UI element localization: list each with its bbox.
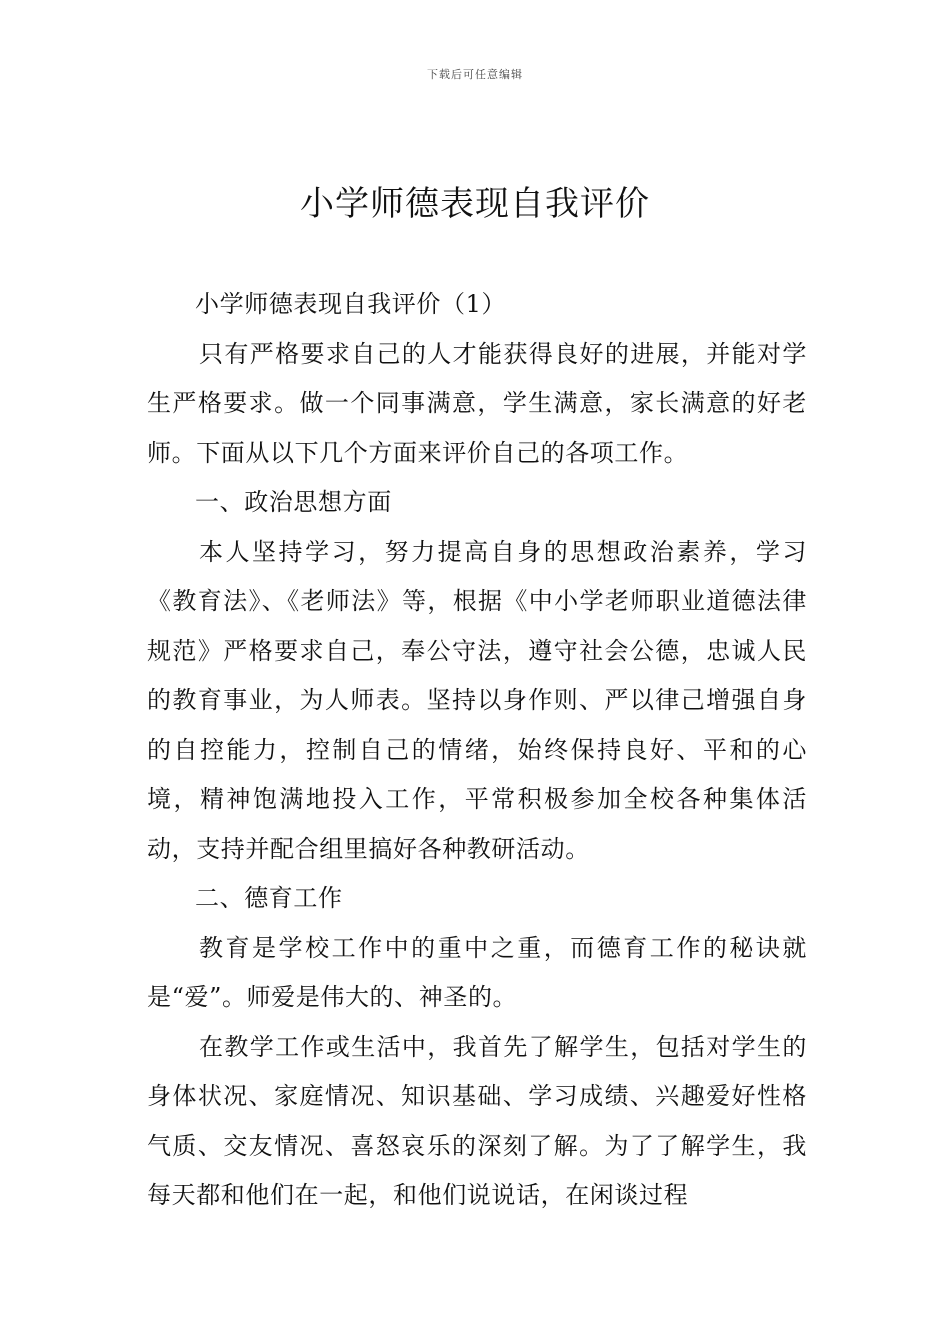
- document-body: [147, 280, 807, 1221]
- document-title: 小学师德表现自我评价: [300, 184, 650, 224]
- paragraph-political-thought: 本人坚持学习，努力提高自身的思想政治素养，学习《教育法》、《老师法》等，根据《中小学老师职业道德法律规范》严格要求自己，奉公守法，遵守社会公德，忠诚人民的教育事业，为人师表。坚持以身作则、严以律己增强自身的自控能力，控制自己的情绪，始终保持良好、平和的心境，精神饱满地投入工作，平常积极参加全校各种集体活动，支持并配合组里搞好各种教研活动。: [147, 537, 807, 863]
- section-title: 小学师德表现自我评价（1）: [195, 290, 507, 318]
- heading-political-thought: 一、政治思想方面: [195, 488, 392, 516]
- paragraph-understanding-students: 在教学工作或生活中，我首先了解学生，包括对学生的身体状况、家庭情况、知识基础、学习成绩、兴趣爱好性格气质、交友情况、喜怒哀乐的深刻了解。为了了解学生，我每天都和他们在一起，和他们说说话，在闲谈过程: [147, 1032, 807, 1209]
- heading-moral-education: 二、德育工作: [195, 884, 343, 912]
- paragraph-intro: 只有严格要求自己的人才能获得良好的进展，并能对学生严格要求。做一个同事满意，学生满意，家长满意的好老师。下面从以下几个方面来评价自己的各项工作。: [147, 339, 807, 467]
- paragraph-moral-education: 教育是学校工作中的重中之重，而德育工作的秘诀就是“爱”。师爱是伟大的、神圣的。: [147, 933, 807, 1011]
- header-note: 下载后可任意编辑: [427, 68, 523, 81]
